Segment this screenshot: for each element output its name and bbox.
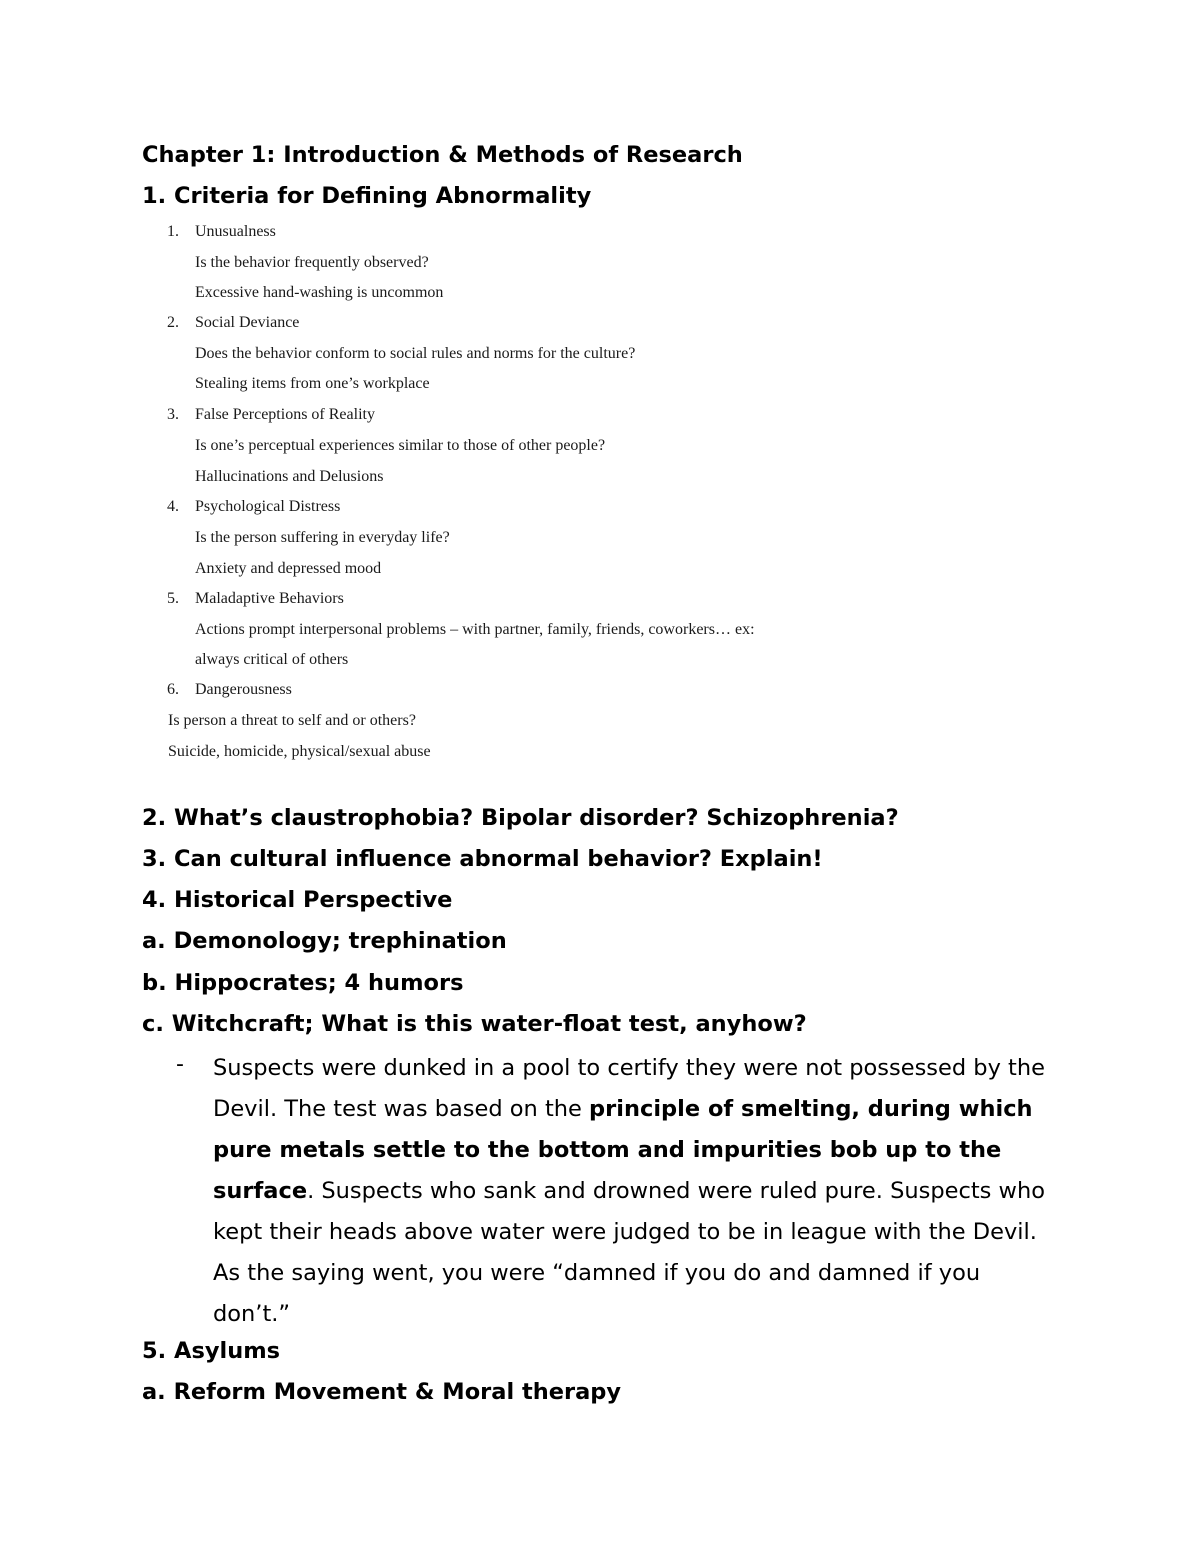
- criterion-1-example: Excessive hand-washing is uncommon: [195, 284, 444, 301]
- criterion-5-number: 5.: [167, 590, 179, 607]
- criterion-4-question: Is the person suffering in everyday life?: [195, 529, 450, 546]
- criterion-4-label: Psychological Distress: [195, 498, 341, 515]
- criterion-3-number: 3.: [167, 406, 179, 423]
- section-4-heading: 4. Historical Perspective: [142, 887, 453, 913]
- criterion-6-number: 6.: [167, 681, 179, 698]
- criterion-4-number: 4.: [167, 498, 179, 515]
- paragraph-text-2: . Suspects who sank and drowned were ruled pure. Suspects who kept their heads above water were judged to be in league with the Devil. As the saying went, you were “damned if you do and damned if you don’t.”: [213, 1178, 1045, 1327]
- chapter-title: Chapter 1: Introduction & Methods of Research: [142, 142, 743, 168]
- paragraph-text-1: Suspects were dunked in a pool to certify they were not possessed by the Devil. The test was based on the: [213, 1055, 1045, 1122]
- criterion-6-example: Suicide, homicide, physical/sexual abuse: [168, 743, 431, 760]
- criterion-5-label: Maladaptive Behaviors: [195, 590, 344, 607]
- criterion-3-example: Hallucinations and Delusions: [195, 468, 384, 485]
- criterion-1-number: 1.: [167, 223, 179, 240]
- criterion-2-number: 2.: [167, 314, 179, 331]
- criterion-4-example: Anxiety and depressed mood: [195, 560, 382, 577]
- criterion-2-question: Does the behavior conform to social rules and norms for the culture?: [195, 345, 636, 362]
- criterion-2-label: Social Deviance: [195, 314, 300, 331]
- criterion-1-question: Is the behavior frequently observed?: [195, 254, 429, 271]
- criterion-6-question: Is person a threat to self and or others?: [168, 712, 416, 729]
- bullet-dash: -: [176, 1052, 184, 1077]
- criterion-3-question: Is one’s perceptual experiences similar to those of other people?: [195, 437, 606, 454]
- water-float-explanation: [213, 1048, 1063, 1335]
- section-4-item-c: c. Witchcraft; What is this water-float test, anyhow?: [142, 1011, 807, 1037]
- section-4-item-a: a. Demonology; trephination: [142, 928, 507, 954]
- criterion-3-label: False Perceptions of Reality: [195, 406, 375, 423]
- criterion-5-question: Actions prompt interpersonal problems – with partner, family, friends, coworkers… ex:: [195, 621, 755, 638]
- paragraph-bold-text: principle of smelting, during which pure metals settle to the bottom and impurities bob up to the surface: [213, 1096, 1033, 1204]
- section-1-heading: 1. Criteria for Defining Abnormality: [142, 183, 592, 209]
- section-2-heading: 2. What’s claustrophobia? Bipolar disorder? Schizophrenia?: [142, 805, 899, 831]
- criterion-5-example: always critical of others: [195, 651, 349, 668]
- section-5-heading: 5. Asylums: [142, 1338, 281, 1364]
- section-5-item-a: a. Reform Movement & Moral therapy: [142, 1379, 622, 1405]
- criterion-2-example: Stealing items from one’s workplace: [195, 375, 430, 392]
- criterion-6-label: Dangerousness: [195, 681, 292, 698]
- section-4-item-b: b. Hippocrates; 4 humors: [142, 970, 464, 996]
- section-3-heading: 3. Can cultural influence abnormal behavior? Explain!: [142, 846, 823, 872]
- criterion-1-label: Unusualness: [195, 223, 276, 240]
